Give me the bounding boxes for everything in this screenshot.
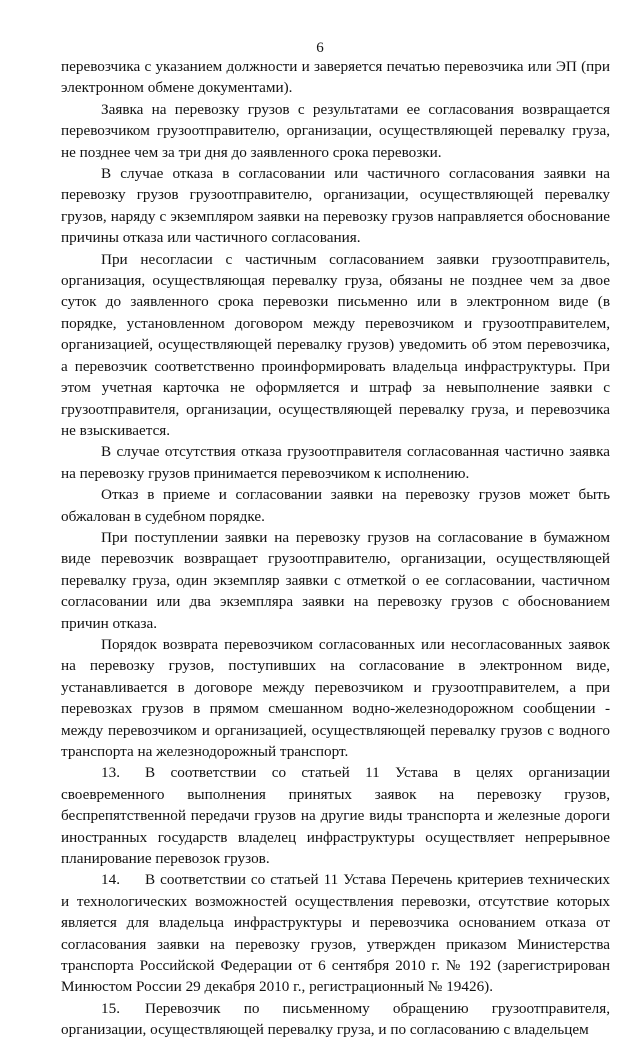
paragraph-text: В случае отсутствия отказа грузоотправителя согласованная частично заявка на перевозку грузов принимается перевозчиком к исполнению. — [61, 443, 610, 482]
paragraph-text: В соответствии со статьей 11 Устава в целях организации своевременного выполнения принятых заявок на перевозку грузов, беспрепятственной передачи грузов на другие виды транспорта и железные дороги иностранных государств владелец инфраструктуры осуществляет непрерывное планирование перевозок грузов. — [61, 764, 610, 868]
paragraph — [61, 441, 610, 484]
paragraph-text: перевозчика с указанием должности и заверяется печатью перевозчика или ЭП (при электронном обмене документами). — [61, 58, 610, 97]
paragraph-text: Отказ в приеме и согласовании заявки на перевозку грузов может быть обжалован в судебном порядке. — [61, 486, 610, 525]
paragraph — [61, 762, 610, 869]
page-number: 6 — [316, 40, 324, 56]
paragraph-text: В соответствии со статьей 11 Устава Перечень критериев технических и технологических возможностей осуществления перевозки, отсутствие которых является для владельца инфраструктуры и перевозчика основанием отказа от согласования заявки на перевозку грузов, утвержден приказом Министерства транспорта Российской Федерации от 6 сентября 2010 г. № 192 (зарегистрирован Минюстом России 29 декабря 2010 г., регистрационный № 19426). — [61, 871, 610, 996]
paragraph — [61, 99, 610, 163]
paragraph-text: При несогласии с частичным согласованием заявки грузоотправитель, организация, осуществляющая перевалку груза, обязаны не позднее чем за двое суток до заявленного срока перевозки письменно или в электронном виде (в порядке, установленном договором между перевозчиком и грузоотправителем, организацией, осуществляющей перевалку грузов) уведомить об этом перевозчика, а перевозчик соответственно проинформировать владельца инфраструктуры. При этом учетная карточка не оформляется и штраф за невыполнение заявки с грузоотправителя, организации, осуществляющей перевалку груза, и перевозчика не взыскивается. — [61, 250, 610, 439]
paragraph — [61, 56, 610, 99]
paragraph — [61, 527, 610, 634]
clause-number: 15. — [101, 999, 120, 1017]
document-body — [61, 56, 610, 1041]
paragraph-text: Заявка на перевозку грузов с результатами ее согласования возвращается перевозчиком грузоотправителю, организации, осуществляющей перевалку груза, не позднее чем за три дня до заявленного срока перевозки. — [61, 100, 610, 161]
paragraph — [61, 998, 610, 1041]
paragraph — [61, 634, 610, 762]
paragraph-text: В случае отказа в согласовании или частичного согласования заявки на перевозку грузов грузоотправителю, организации, осуществляющей перевалку грузов, наряду с экземпляром заявки на перевозку грузов направляется обоснование причины отказа или частичного согласования. — [61, 165, 610, 247]
paragraph — [61, 869, 610, 997]
paragraph — [61, 163, 610, 249]
paragraph-text: Порядок возврата перевозчиком согласованных или несогласованных заявок на перевозку грузов, поступивших на согласование в электронном виде, устанавливается в договоре между перевозчиком и грузоотправителем, а при перевозках грузов в прямом смешанном водно-железнодорожном сообщении - между перевозчиком и организацией, осуществляющей перевалку грузов с водного транспорта на железнодорожный транспорт. — [61, 635, 610, 760]
paragraph-text: Перевозчик по письменному обращению грузоотправителя, организации, осуществляющей перевалку груза, и по согласованию с владельцем — [61, 999, 610, 1039]
clause-number: 14. — [101, 871, 120, 889]
paragraph — [61, 249, 610, 442]
clause-number: 13. — [101, 764, 120, 782]
paragraph-text: При поступлении заявки на перевозку грузов на согласование в бумажном виде перевозчик возвращает грузоотправителю, организации, осуществляющей перевалку груза, один экземпляр заявки с отметкой о ее согласовании, частичном согласовании или два экземпляра заявки на перевозку грузов с обоснованием причин отказа. — [61, 528, 610, 632]
paragraph — [61, 484, 610, 527]
